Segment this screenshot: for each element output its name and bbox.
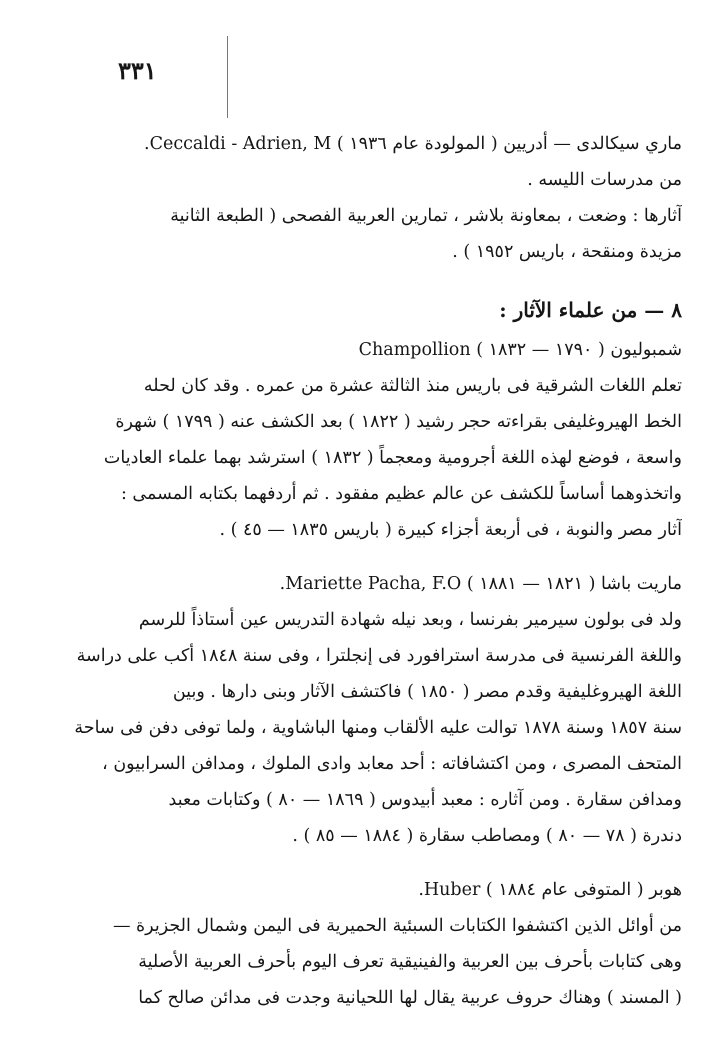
page-body bbox=[64, 126, 682, 1016]
entry-heading-ceccaldi: ماري سيكالدى — أدريين ( المولودة عام ١٩٣٦ ) Ceccaldi - Adrien, M. bbox=[144, 134, 682, 154]
entry-heading-huber: هوبر ( المتوفى عام ١٨٨٤ ) Huber. bbox=[418, 880, 682, 900]
body-line: ومدافن سقارة . ومن آثاره : معبد أبيدوس ( ١٨٦٩ — ٨٠ ) وكتابات معبد bbox=[168, 790, 682, 810]
entry-heading-champollion: شمبوليون ( ١٧٩٠ — ١٨٣٢ ) Champollion bbox=[358, 340, 682, 360]
body-line: ( المسند ) وهناك حروف عربية يقال لها اللحيانية وجدت فى مدائن صالح كما bbox=[138, 988, 682, 1008]
body-line: واللغة الفرنسية فى مدرسة استرافورد فى إنجلترا ، وفى سنة ١٨٤٨ أكب على دراسة bbox=[76, 646, 682, 666]
page-number: ٣٣١ bbox=[118, 56, 157, 85]
body-line: المتحف المصرى ، ومن اكتشافاته : أحد معابد وادى الملوك ، ومدافن السرابيون ، bbox=[102, 754, 682, 774]
body-line: من أوائل الذين اكتشفوا الكتابات السبئية الحميرية فى اليمن وشمال الجزيرة — bbox=[112, 916, 682, 936]
body-line: الخط الهيروغليفى بقراءته حجر رشيد ( ١٨٢٢ ) بعد الكشف عنه ( ١٧٩٩ ) شهرة bbox=[115, 412, 682, 432]
body-line: آثار مصر والنوبة ، فى أربعة أجزاء كبيرة ( باريس ١٨٣٥ — ٤٥ ) . bbox=[219, 520, 682, 540]
body-line: تعلم اللغات الشرقية فى باريس منذ الثالثة عشرة من عمره . وقد كان لحله bbox=[143, 376, 682, 396]
body-line: مزيدة ومنقحة ، باريس ١٩٥٢ ) . bbox=[452, 242, 682, 262]
body-line: آثارها : وضعت ، بمعاونة بلاشر ، تمارين العربية الفصحى ( الطبعة الثانية bbox=[170, 206, 682, 226]
body-line: اللغة الهيروغليفية وقدم مصر ( ١٨٥٠ ) فاكتشف الآثار وبنى دارها . وبين bbox=[172, 682, 682, 702]
entry-heading-mariette: ماريت باشا ( ١٨٢١ — ١٨٨١ ) Mariette Pacha, F.O. bbox=[279, 574, 682, 594]
body-line: واسعة ، فوضع لهذه اللغة أجرومية ومعجماً ( ١٨٣٢ ) استرشد بهما علماء العاديات bbox=[103, 448, 682, 468]
body-line: دندرة ( ٧٨ — ٨٠ ) ومصاطب سقارة ( ١٨٨٤ — ٨٥ ) . bbox=[292, 826, 682, 846]
body-line: سنة ١٨٥٧ وسنة ١٨٧٨ توالت عليه الألقاب ومنها الباشاوية ، ولما توفى دفن فى ساحة bbox=[74, 718, 682, 738]
body-line: واتخذوهما أساساً للكشف عن عالم عظيم مفقود . ثم أردفهما بكتابه المسمى : bbox=[120, 484, 682, 504]
header-rule bbox=[227, 36, 228, 118]
body-line: ولد فى بولون سيرمير بفرنسا ، وبعد نيله شهادة التدريس عين أستاذاً للرسم bbox=[138, 610, 682, 630]
body-line: من مدرسات الليسه . bbox=[527, 170, 682, 190]
section-heading: ٨ — من علماء الآثار : bbox=[499, 298, 682, 322]
body-line: وهى كتابات بأحرف بين العربية والفينيقية تعرف اليوم بأحرف العربية الأصلية bbox=[138, 952, 682, 972]
